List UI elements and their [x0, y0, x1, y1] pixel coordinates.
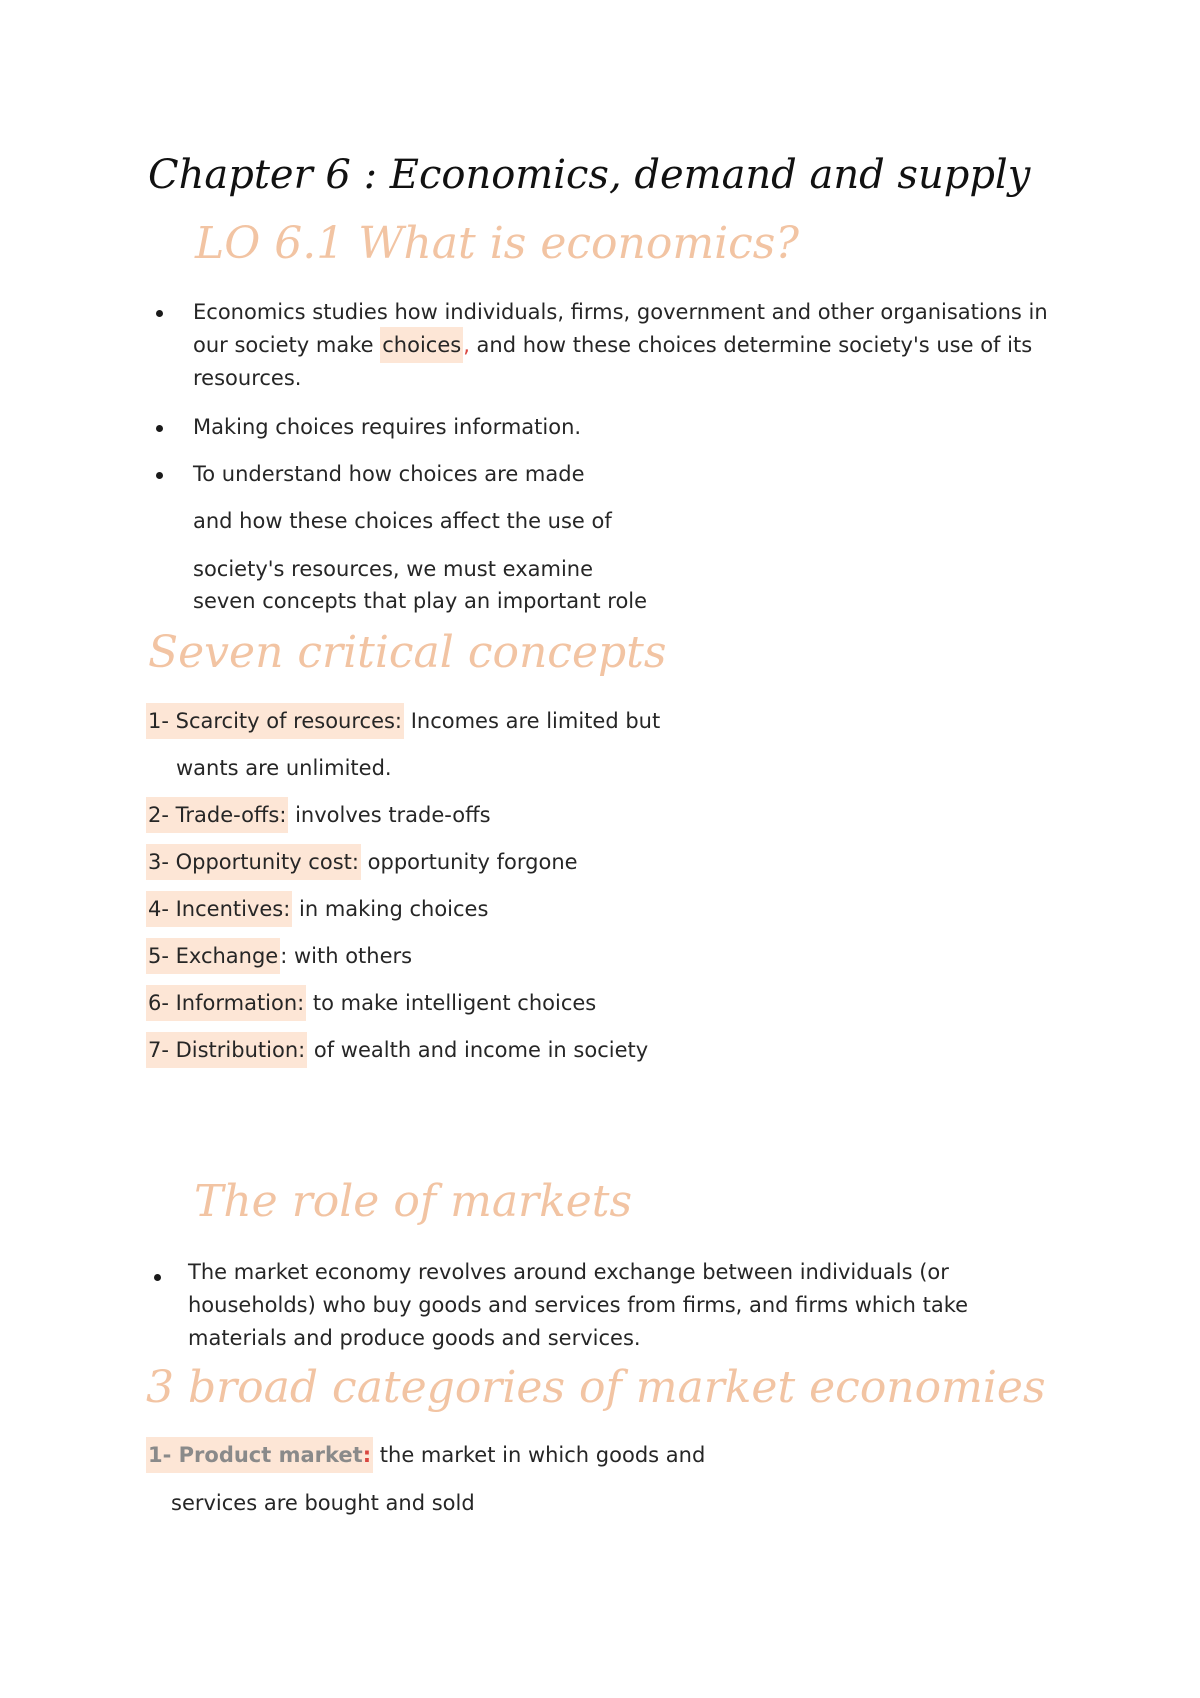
concept-label: 2- Trade-offs:: [146, 797, 288, 833]
lo-heading: LO 6.1 What is economics?: [195, 218, 799, 269]
concept-text: : with others: [280, 944, 413, 968]
markets-bullet-line-3: materials and produce goods and services.: [188, 1326, 641, 1350]
category-label: Product market: [178, 1443, 363, 1467]
intro-bullet-3-line-1: To understand how choices are made: [193, 462, 585, 486]
category-text: the market in which goods and: [373, 1443, 706, 1467]
markets-heading: The role of markets: [194, 1176, 633, 1227]
intro-bullet-1-line-3: resources.: [193, 366, 302, 390]
highlight-choices: choices: [380, 327, 463, 363]
concept-text: Incomes are limited but: [404, 709, 661, 733]
intro-bullet-1-line-1: Economics studies how individuals, firms, government and other organisations in: [193, 300, 1048, 324]
concept-text: opportunity forgone: [360, 850, 578, 874]
concept-label: 4- Incentives:: [146, 891, 292, 927]
red-comma: ,: [463, 333, 470, 357]
intro-bullet-3-line-2: and how these choices affect the use of: [193, 509, 612, 533]
concept-item: [146, 991, 596, 1015]
text-fragment: and how these choices determine society's use of its: [469, 333, 1033, 357]
concept-item-continuation: wants are unlimited.: [176, 756, 392, 780]
category-number: 1-: [148, 1443, 179, 1467]
concept-item: [146, 897, 488, 921]
categories-heading: 3 broad categories of market economies: [146, 1362, 1046, 1413]
concept-label: 3- Opportunity cost:: [146, 844, 361, 880]
concept-item: [146, 1038, 648, 1062]
intro-bullet-2: Making choices requires information.: [193, 415, 582, 439]
chapter-title: Chapter 6 : Economics, demand and supply: [148, 152, 1031, 198]
concept-label: 7- Distribution:: [146, 1032, 307, 1068]
concept-item: [146, 850, 578, 874]
intro-bullet-3-line-3: society's resources, we must examine: [193, 557, 594, 581]
concept-item: [146, 709, 660, 733]
intro-bullet-3-line-4: seven concepts that play an important role: [193, 589, 648, 613]
concept-text: of wealth and income in society: [307, 1038, 649, 1062]
bullet-dot: [154, 1274, 161, 1281]
bullet-dot: [156, 310, 163, 317]
markets-bullet-line-1: The market economy revolves around exchange between individuals (or: [188, 1260, 949, 1284]
intro-bullet-1-line-2: [193, 333, 1032, 357]
text-fragment: our society make: [193, 333, 381, 357]
concept-text: in making choices: [292, 897, 489, 921]
concept-text: to make intelligent choices: [306, 991, 597, 1015]
bullet-dot: [156, 472, 163, 479]
concept-text: involves trade-offs: [288, 803, 491, 827]
concept-item: [146, 944, 412, 968]
category-colon: :: [362, 1443, 372, 1467]
markets-bullet-line-2: households) who buy goods and services from firms, and firms which take: [188, 1293, 969, 1317]
seven-concepts-heading: Seven critical concepts: [148, 627, 667, 678]
concept-label: 5- Exchange: [146, 938, 280, 974]
category-item-continuation: services are bought and sold: [171, 1491, 475, 1515]
concept-item: [146, 803, 491, 827]
category-label-highlight: [146, 1437, 373, 1473]
concept-label: 1- Scarcity of resources:: [146, 703, 404, 739]
category-item: [146, 1443, 705, 1467]
bullet-dot: [156, 425, 163, 432]
concept-label: 6- Information:: [146, 985, 306, 1021]
